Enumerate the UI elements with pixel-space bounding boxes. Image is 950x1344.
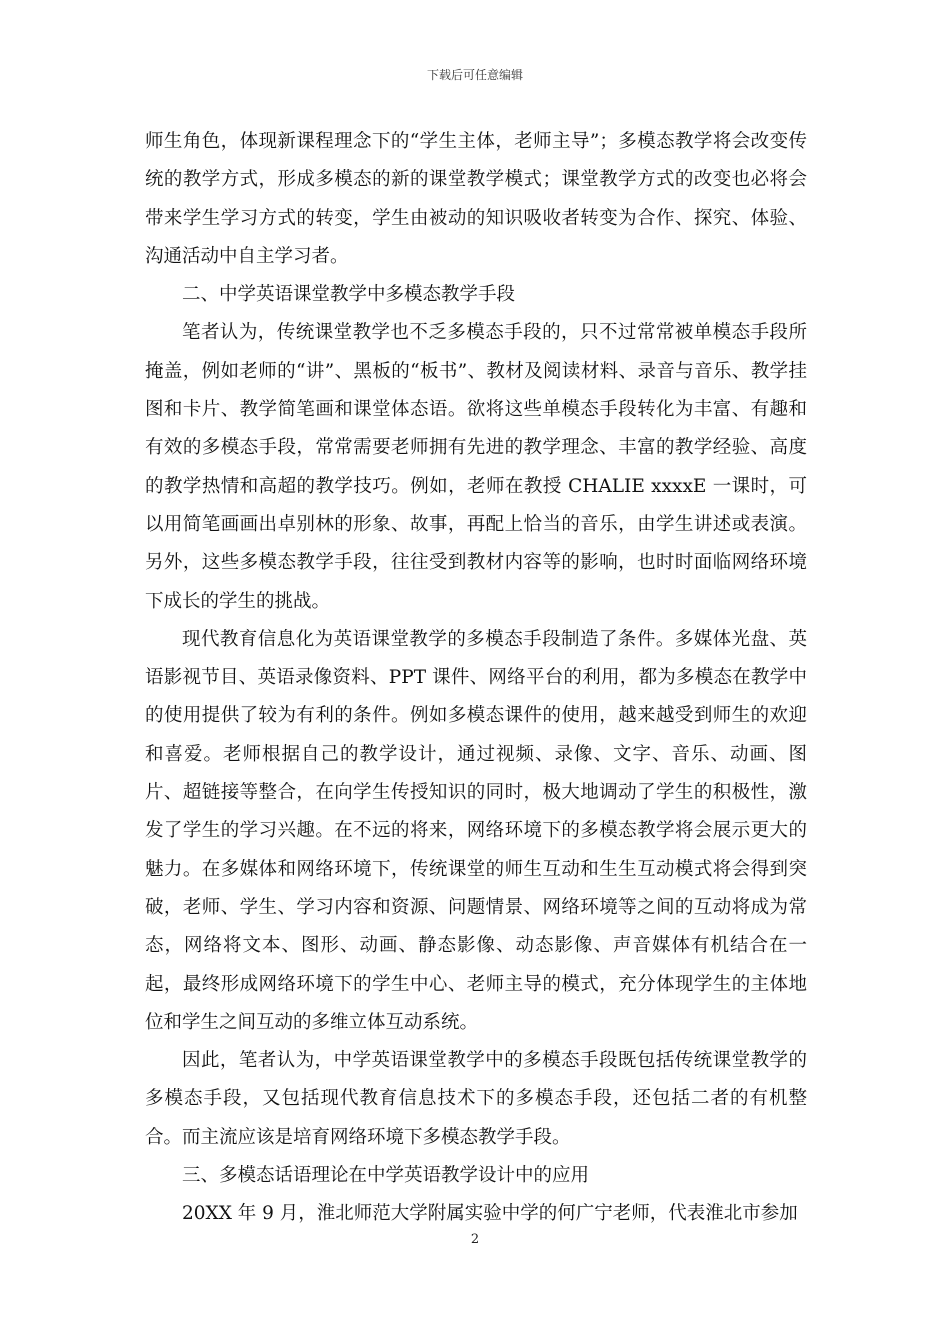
paragraph-continued: 师生角色，体现新课程理念下的“学生主体，老师主导”；多模态教学将会改变传统的教学方式，形成多模态的新的课堂教学模式；课堂教学方式的改变也必将会带来学生学习方式的转变，学生由被动的知识吸收者转变为合作、探究、体验、沟通活动中自主学习者。 — [145, 131, 807, 267]
paragraph: 因此，笔者认为，中学英语课堂教学中的多模态手段既包括传统课堂教学的多模态手段，又包括现代教育信息技术下的多模态手段，还包括二者的有机整合。而主流应该是培育网络环境下多模态教学手段。 — [145, 1050, 807, 1148]
page-header: 下载后可任意编辑 — [426, 68, 523, 82]
document-body — [145, 123, 807, 1234]
section-heading-2: 二、中学英语课堂教学中多模态教学手段 — [182, 284, 516, 306]
paragraph: 笔者认为，传统课堂教学也不乏多模态手段的，只不过常常被单模态手段所掩盖，例如老师的“讲”、黑板的“板书”、教材及阅读材料、录音与音乐、教学挂图和卡片、教学简笔画和课堂体态语。欲将这些单模态手段转化为丰富、有趣和有效的多模态手段，常常需要老师拥有先进的教学理念、丰富的教学经验、高度的教学热情和高超的教学技巧。例如，老师在教授 CHALIE xxxxE 一课时，可以用简笔画画出卓别林的形象、故事，再配上恰当的音乐，由学生讲述或表演。另外，这些多模态教学手段，往往受到教材内容等的影响，也时时面临网络环境下成长的学生的挑战。 — [145, 322, 807, 612]
paragraph: 20XX 年 9 月，淮北师范大学附属实验中学的何广宁老师，代表淮北市参加 — [182, 1203, 798, 1225]
section-heading-3: 三、多模态话语理论在中学英语教学设计中的应用 — [182, 1165, 590, 1187]
paragraph: 现代教育信息化为英语课堂教学的多模态手段制造了条件。多媒体光盘、英语影视节目、英语录像资料、PPT 课件、网络平台的利用，都为多模态在教学中的使用提供了较为有利的条件。例如多模态课件的使用，越来越受到师生的欢迎和喜爱。老师根据自己的教学设计，通过视频、录像、文字、音乐、动画、图片、超链接等整合，在向学生传授知识的同时，极大地调动了学生的积极性，激发了学生的学习兴趣。在不远的将来，网络环境下的多模态教学将会展示更大的魅力。在多媒体和网络环境下，传统课堂的师生互动和生生互动模式将会得到突破，老师、学生、学习内容和资源、问题情景、网络环境等之间的互动将成为常态，网络将文本、图形、动画、静态影像、动态影像、声音媒体有机结合在一起，最终形成网络环境下的学生中心、老师主导的模式，充分体现学生的主体地位和学生之间互动的多维立体互动系统。 — [145, 628, 807, 1033]
page-number: 2 — [470, 1232, 480, 1247]
